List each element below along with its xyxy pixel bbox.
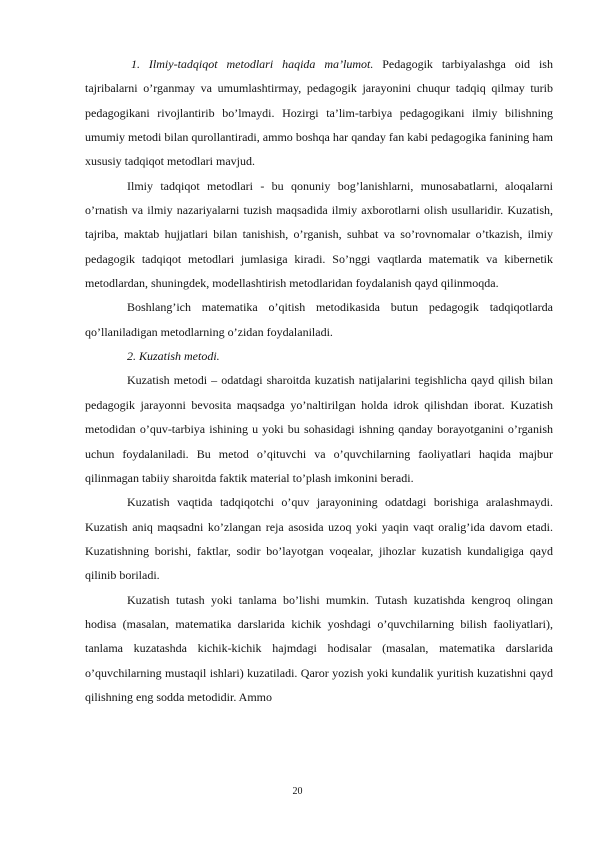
paragraph-methods-definition (85, 174, 553, 296)
paragraph-observation-types (85, 588, 553, 710)
paragraph-observation-definition (85, 368, 553, 490)
paragraph-text: Kuzatish vaqtida tadqiqotchi o’quv jarayonining odatdagi borishiga aralashmaydi. Kuzatish aniq maqsadni ko’zlangan reja asosida uzoq yoki yaqin vaqt oralig’ida davom etadi. Kuzatishning borishi, faktlar, sodir bo’layotgan voqealar, jihozlar kuzatish kundaligiga qayd qilinib boriladi. (85, 495, 553, 583)
paragraph-text: Kuzatish tutash yoki tanlama bo’lishi mumkin. Tutash kuzatishda kengroq olingan hodisa (masalan, matematika darslarida kichik yoshdagi o’quvchilarning bilish faoliyatlari), tanlama kuzatashda kichik-kichik hajmdagi hodisalar (masalan, matematika darslarida o’quvchilarning mustaqil ishlari) kuzatiladi. Qaror yozish yoki kundalik yuritish kuzatishni qayd qilishning eng sodda metodidir. Ammo (85, 592, 553, 704)
section-heading-2: 2. Kuzatish metodi. (127, 349, 220, 364)
paragraph-text: Ilmiy tadqiqot metodlari - bu qonuniy bog’lanishlarni, munosabatlarni, aloqalarni o’rnatish va ilmiy nazariyalarni tuzish maqsadida ilmiy axborotlarni olish usullaridir. Kuzatish, tajriba, maktab hujjatlari bilan tanishish, o’rganish, suhbat va so’rovnomalar o’tkazish, ilmiy pedagogik tadqiqot metodlari jumlasiga kiradi. So’nggi vaqtlarda matematik va kibernetik metodlardan, shuningdek, modellashtirish metodlaridan foydalanish qayd qilinmoqda. (85, 178, 553, 291)
paragraph-text: Boshlang’ich matematika o’qitish metodikasida butun pedagogik tadqiqotlarda qo’llaniladigan metodlarning o’zidan foydalaniladi. (85, 300, 553, 339)
document-body (85, 52, 553, 709)
section-heading-1: 1. Ilmiy-tadqiqot metodlari haqida ma’lumot. (131, 57, 374, 71)
paragraph-heading-observation (85, 344, 553, 368)
paragraph-text: Pedagogik tarbiyalashga oid ish tajribalarni o’rganmay va umumlashtirmay, pedagogik jarayonini chuqur tadqiq qilmay turib pedagogikani rivojlantirib bo’lmaydi. Hozirgi ta’lim-tarbiya pedagogikani ilmiy bilishning umumiy metodi bilan qurollantiradi, ammo boshqa har qanday fan kabi pedagogika fanining ham xususiy tadqiqot metodlari mavjud. (85, 57, 553, 169)
paragraph-text: Kuzatish metodi – odatdagi sharoitda kuzatish natijalarini tegishlicha qayd qilish bilan pedagogik jarayonni bevosita maqsadga yo’naltirilgan holda idrok qilishdan iborat. Kuzatish metodidan o’quv-tarbiya ishining u yoki bu sohasidagi ishning qanday borayotganini o’rganish uchun foydalaniladi. Bu metod o’qituvchi va o’quvchilarning faoliyatlari haqida majbur qilinmagan tabiiy sharoitda faktik material to’plash imkonini beradi. (85, 373, 553, 485)
paragraph-observation-process (85, 490, 553, 587)
page-number: 20 (292, 786, 303, 797)
paragraph-primary-math (85, 295, 553, 344)
paragraph-intro (85, 52, 553, 174)
